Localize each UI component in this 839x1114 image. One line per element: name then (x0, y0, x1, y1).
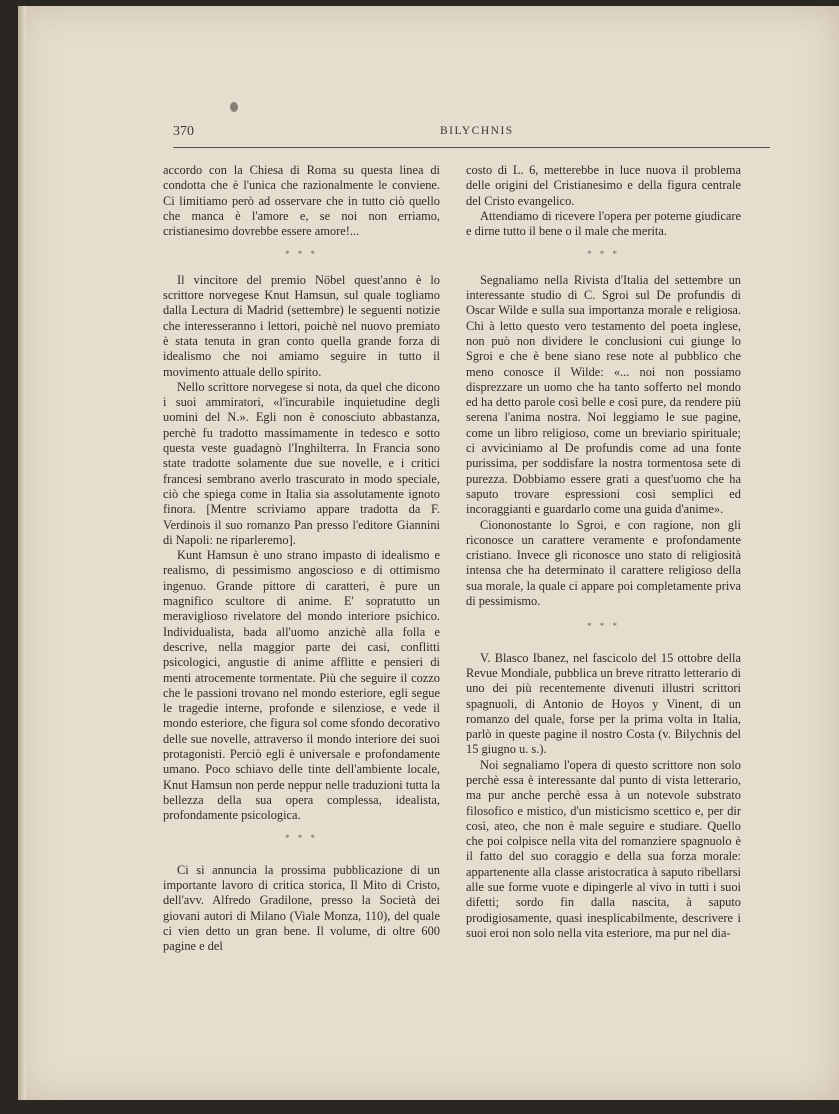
section-separator: * * * (285, 833, 318, 844)
page-number: 370 (173, 124, 194, 139)
paragraph: Ci si annuncia la prossima pubblicazione di un importante lavoro di critica storica, Il Mito di Cristo, dell'avv. Alfredo Gradilone, presso la Società dei giovani autori di Milano (Viale Monza, 110), del quale ci vien detto un gran bene. Il volume, di oltre 600 pagine e del (163, 862, 440, 954)
page (18, 6, 839, 1100)
paragraph: Attendiamo di ricevere l'opera per poterne giudicare e dirne tutto il bene o il male che merita. (466, 208, 741, 239)
ink-stain (230, 102, 238, 112)
paragraph: Kunt Hamsun è uno strano impasto di idealismo e realismo, di pessimismo angoscioso e di ottimismo ingenuo. Grande pittore di caratteri, è pure un magnifico scultore di anime. E' sopratutto un meraviglioso rivelatore del mondo interiore psichico. Individualista, bada all'uomo anzichè alla folla e descrive, nella maggior parte dei casi, conflitti psicologici, angustie di anime afflitte e pensieri di menti atrocemente tormentate. Più che seguire il cozzo che le passioni trovano nel mondo esteriore, egli segue le tragedie interne, profonde e silenziose, e vede il mondo esteriore, che figura sol come sfondo decorativo delle sue novelle, attraverso il mondo interiore dei suoi protagonisti. Perciò egli è universale e profondamente umano. Poco schiavo delle tinte dell'ambiente locale, Knut Hamsun non perde neppur nelle traduzioni tutta la bellezza della sua opera complessa, idealista, profondamente psicologica. (163, 548, 440, 823)
paragraph: Segnaliamo nella Rivista d'Italia del settembre un interessante studio di C. Sgroi sul De profundis di Oscar Wilde e sulla sua importanza morale e religiosa. Chi à letto questo vero testamento del poeta inglese, non può non dividere le conclusioni cui giunge lo Sgroi e che è bene siano rese note al pubblico che meno conosce il Wilde: «... noi non possiamo disprezzare un uomo che ha tanto sofferto nel mondo ed ha detto parole così belle e così pure, da rendere più serena l'anima nostra. Noi leggiamo le sue pagine, come un libro religioso, come un breviario spirituale; ci avviciniamo al De profundis come ad una fonte purissima, per soddisfare la nostra tormentosa sete di purezza. Dobbiamo essere grati a quest'uomo che ha saputo trovare espressioni così semplici ed incoraggianti e guardarlo come una guida d'anime». (466, 272, 741, 517)
left-column (163, 163, 440, 955)
paragraph: accordo con la Chiesa di Roma su questa linea di condotta che è l'unica che razionalmente le conviene. Ci limitiamo però ad osservare che in tutto ciò quello che manca è l'amore e, se noi non erriamo, cristianesimo dovrebbe essere amore!... (163, 163, 440, 239)
section-separator: * * * (285, 249, 318, 260)
page-edge (18, 6, 26, 1100)
right-column (466, 163, 741, 941)
paragraph: Il vincitore del premio Nöbel quest'anno è lo scrittore norvegese Knut Hamsun, sul quale togliamo dalla Lectura di Madrid (settembre) le seguenti notizie che interesseranno i lettori, poichè nel nuovo premiato è stata tenuta in gran conto quella grande forza di idealismo che noi amiamo seguire in tutto il movimento attuale dello spirito. (163, 272, 440, 379)
paragraph: Ciononostante lo Sgroi, e con ragione, non gli riconosce un carattere veramente e profondamente cristiano. Invece gli riconosce uno stato di religiosità intensa che ha determinato il carattere religioso della sua morale, la quale ci appare poi completamente priva di pessimismo. (466, 517, 741, 609)
paragraph: Noi segnaliamo l'opera di questo scrittore non solo perchè essa è interessante dal punto di vista letterario, ma pur anche perchè essa à un notevole substrato filosofico e mistico, d'un misticismo scettico e, per dir così, ateo, che non è male seguire e studiare. Quello che poi colpisce nella vita del romanziere spagnuolo è il fatto del suo coraggio e della sua forza morale: appartenente alla classe aristocratica à saputo ribellarsi alle sue forme vuote e dipingerle al vivo in tutti i suoi difetti; sordo fin dalla nascita, à saputo prodigiosamente, quasi inesplicabilmente, descrivere i suoi eroi non solo nella vita esteriore, ma pur nel dia- (466, 757, 741, 940)
running-head (173, 124, 773, 142)
paragraph: V. Blasco Ibanez, nel fascicolo del 15 ottobre della Revue Mondiale, pubblica un breve ritratto letterario di uno dei più recentemente divenuti illustri scrittori spagnuoli, di Antonio de Hoyos y Vinent, di un romanzo del quale, forse per la prima volta in Italia, parlò in queste pagine il nostro Costa (v. Bilychnis del 15 giugno u. s.). (466, 650, 741, 757)
section-separator: * * * (587, 621, 620, 632)
section-separator: * * * (587, 249, 620, 260)
paragraph: Nello scrittore norvegese si nota, da quel che dicono i suoi ammiratori, «l'incurabile inquietudine degli uomini del N.». Egli non è conosciuto abbastanza, perchè fu tradotto massimamente in tedesco e sotto questa veste guadagnò l'Inghilterra. In Francia sono state tradotte solamente due sue novelle, e i critici francesi sembrano averlo trascurato in modo speciale, ciò che spiega come in Italia sia assolutamente ignoto finora. [Mentre scriviamo appare tradotta da F. Verdinois il suo romanzo Pan presso l'editore Giannini di Napoli: ne riparleremo]. (163, 379, 440, 547)
header-rule (173, 147, 770, 148)
journal-title: BILYCHNIS (440, 125, 514, 137)
paragraph: costo di L. 6, metterebbe in luce nuova il problema delle origini del Cristianesimo e della figura centrale del Cristo evangelico. (466, 163, 741, 208)
